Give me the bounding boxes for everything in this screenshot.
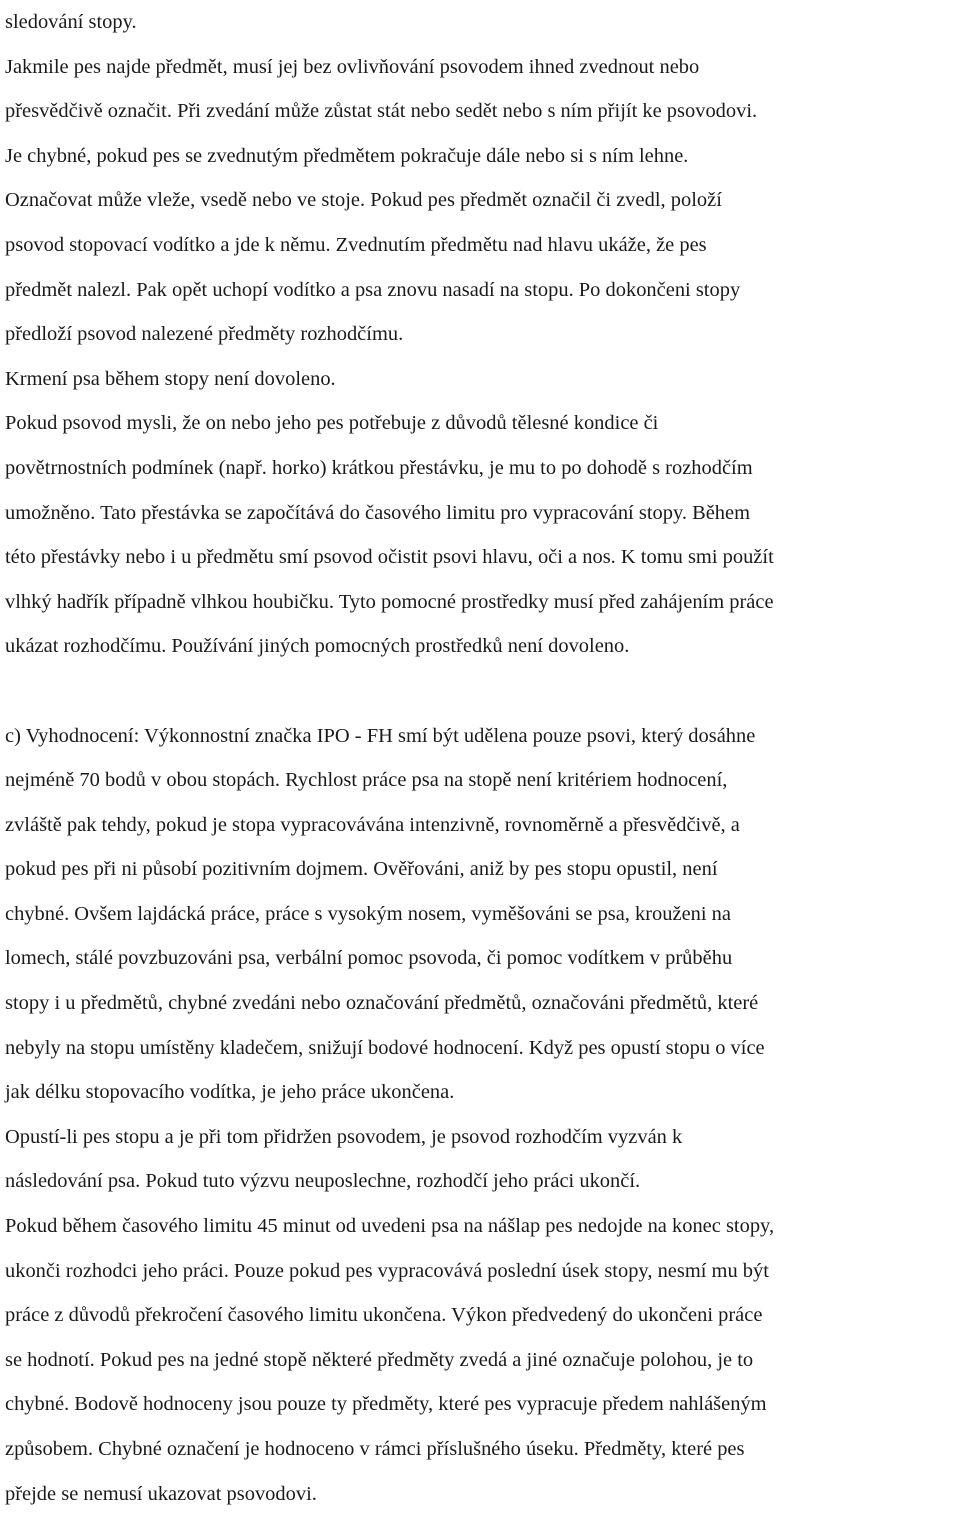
text-line: Pokud během časového limitu 45 minut od uvedeni psa na nášlap pes nedojde na konec stopy, (5, 1215, 775, 1238)
text-line: se hodnotí. Pokud pes na jedné stopě některé předměty zvedá a jiné označuje polohou, je to (5, 1348, 754, 1371)
text-line: umožněno. Tato přestávka se započítává do časového limitu pro vypracování stopy. Během (5, 501, 751, 524)
text-line: předloží psovod nalezené předměty rozhodčímu. (5, 323, 404, 346)
paragraph (5, 1115, 957, 1204)
text-line: pokud pes při ni působí pozitivním dojmem. Ověřováni, aniž by pes stopu opustil, není (5, 858, 718, 881)
text-line: způsobem. Chybné označení je hodnoceno v rámci příslušného úseku. Předměty, které pes (5, 1438, 745, 1460)
text-line: vlhký hadřík případně vlhkou houbičku. Tyto pomocné prostředky musí před zahájením práce (5, 590, 774, 613)
paragraph (5, 714, 957, 1115)
text-line: přejde se nemusí ukazovat psovodovi. (5, 1482, 317, 1505)
paragraph (5, 1204, 957, 1516)
text-line: nejméně 70 bodů v obou stopách. Rychlost práce psa na stopě není kritériem hodnocení, (5, 769, 728, 792)
text-line: c) Vyhodnocení: Výkonnostní značka IPO - FH smí být udělena pouze psovi, který dosáhne (5, 724, 756, 747)
text-line: Krmení psa během stopy není dovoleno. (5, 367, 336, 390)
text-line: chybné. Bodově hodnoceny jsou pouze ty předměty, které pes vypracuje předem nahlášeným (5, 1393, 767, 1416)
paragraph-spacer (5, 669, 957, 714)
text-line: lomech, stálé povzbuzováni psa, verbální pomoc psovoda, či pomoc vodítkem v průběhu (5, 947, 733, 970)
text-line: Opustí-li pes stopu a je při tom přidržen psovodem, je psovod rozhodčím vyzván k (5, 1125, 683, 1148)
text-line: chybné. Ovšem lajdácká práce, práce s vysokým nosem, vyměšováni se psa, krouženi na (5, 902, 732, 925)
text-line: následování psa. Pokud tuto výzvu neuposlechne, rozhodčí jeho práci ukončí. (5, 1170, 641, 1193)
text-line: předmět nalezl. Pak opět uchopí vodítko a psa znovu nasadí na stopu. Po dokončeni stopy (5, 278, 741, 301)
text-line: jak délku stopovacího vodítka, je jeho práce ukončena. (5, 1081, 455, 1104)
paragraph (5, 357, 957, 402)
text-line: stopy i u předmětů, chybné zvedáni nebo označování předmětů, označováni předmětů, které (5, 992, 759, 1015)
paragraph (5, 0, 957, 45)
text-line: Je chybné, pokud pes se zvednutým předmětem pokračuje dále nebo si s ním lehne. (5, 144, 689, 167)
text-line: ukonči rozhodci jeho práci. Pouze pokud pes vypracovává poslední úsek stopy, nesmí mu být (5, 1259, 769, 1282)
text-line: ukázat rozhodčímu. Používání jiných pomocných prostředků není dovoleno. (5, 635, 630, 658)
text-line: nebyly na stopu umístěny kladečem, snižují bodové hodnocení. Když pes opustí stopu o více (5, 1036, 765, 1059)
document-page (5, 0, 957, 1516)
text-line: této přestávky nebo i u předmětu smí psovod očistit psovi hlavu, oči a nos. K tomu smi použít (5, 546, 774, 569)
text-line: psovod stopovací vodítko a jde k němu. Zvednutím předmětu nad hlavu ukáže, že pes (5, 233, 707, 256)
text-line: sledování stopy. (5, 11, 137, 33)
text-line: zvláště pak tehdy, pokud je stopa vypracovávána intenzivně, rovnoměrně a přesvědčivě, a (5, 813, 740, 836)
text-line: Označovat může vleže, vsedě nebo ve stoje. Pokud pes předmět označil či zvedl, položí (5, 189, 722, 212)
paragraph (5, 45, 957, 357)
paragraph (5, 401, 957, 669)
text-line: práce z důvodů překročení časového limitu ukončena. Výkon předvedený do ukončeni práce (5, 1304, 763, 1327)
text-line: povětrnostních podmínek (např. horko) krátkou přestávku, je mu to po dohodě s rozhodčím (5, 456, 753, 479)
text-line: Jakmile pes najde předmět, musí jej bez ovlivňování psovodem ihned zvednout nebo (5, 55, 700, 78)
text-line: Pokud psovod mysli, že on nebo jeho pes potřebuje z důvodů tělesné kondice či (5, 412, 659, 435)
text-line: přesvědčivě označit. Při zvedání může zůstat stát nebo sedět nebo s ním přijít ke psovodovi. (5, 100, 758, 123)
